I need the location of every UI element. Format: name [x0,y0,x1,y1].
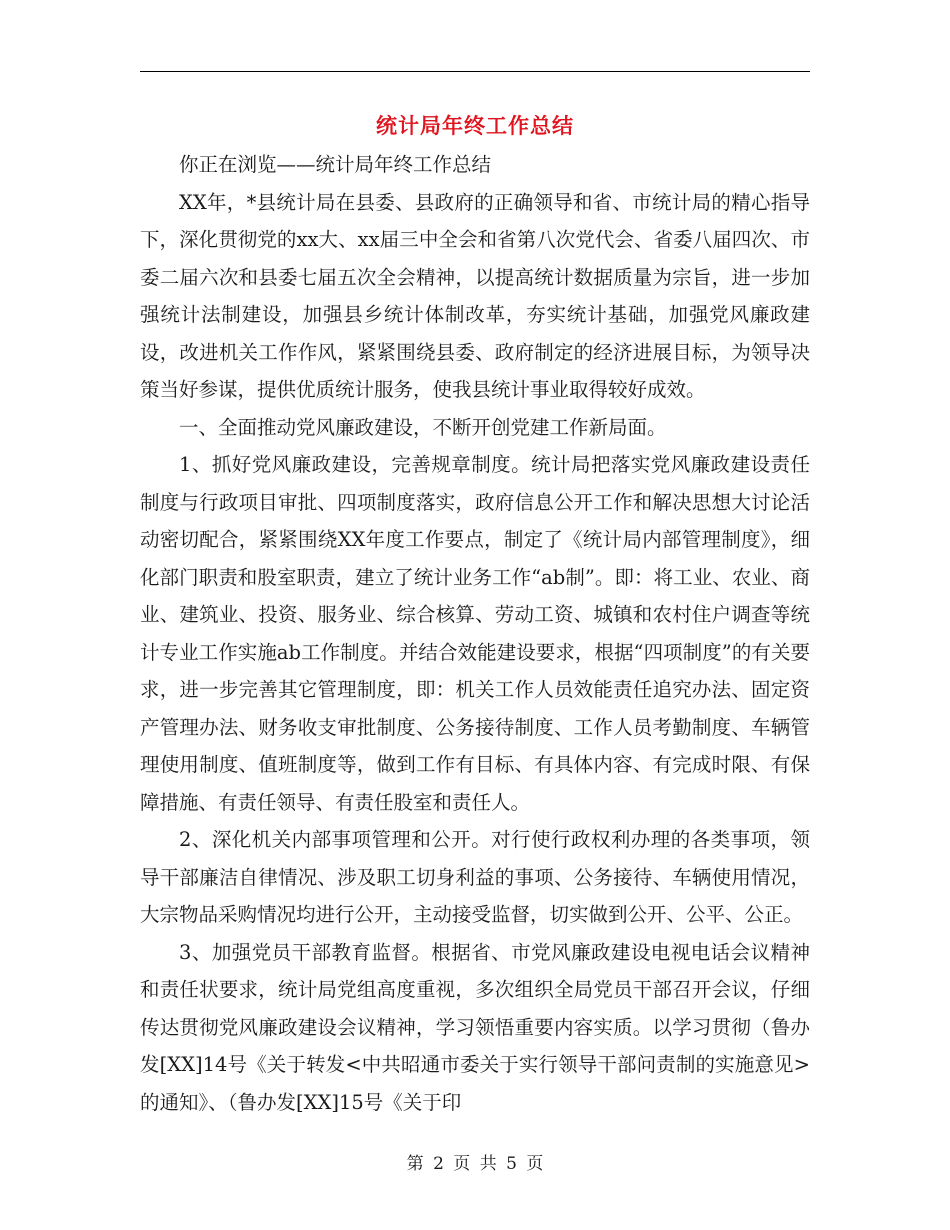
paragraph-browsing-note: 你正在浏览——统计局年终工作总结 [179,153,492,176]
header-rule [140,71,810,72]
paragraph-item-2: 2、深化机关内部事项管理和公开。对行使行政权利办理的各类事项，领导干部廉洁自律情况、涉及职工切身利益的事项、公务接待、车辆使用情况，大宗物品采购情况均进行公开，主动接受监督，切实做到公开、公平、公正。 [140,828,810,926]
section-heading-1: 一、全面推动党风廉政建设，不断开创党建工作新局面。 [179,415,667,439]
page-number-footer: 第 2 页 共 5 页 [406,1154,544,1174]
paragraph-intro: XX年，*县统计局在县委、县政府的正确领导和省、市统计局的精心指导下，深化贯彻党的xx大、xx届三中全会和省第八次党代会、省委八届四次、市委二届六次和县委七届五次全会精神，以提高统计数据质量为宗旨，进一步加强统计法制建设，加强县乡统计体制改革，夯实统计基础，加强党风廉政建设，改进机关工作作风，紧紧围绕县委、政府制定的经济进展目标，为领导决策当好参谋，提供优质统计服务，使我县统计事业取得较好成效。 [140,190,810,401]
paragraph-item-3: 3、加强党员干部教育监督。根据省、市党风廉政建设电视电话会议精神和责任状要求，统计局党组高度重视，多次组织全局党员干部召开会议，仔细传达贯彻党风廉政建设会议精神，学习领悟重要内容实质。以学习贯彻（鲁办发[XX]14号《关于转发<中共昭通市委关于实行领导干部问责制的实施意见>的通知》、（鲁办发[XX]15号《关于印 [140,940,810,1114]
document-body [140,146,810,1121]
paragraph-item-1: 1、抓好党风廉政建设，完善规章制度。统计局把落实党风廉政建设责任制度与行政项目审批、四项制度落实，政府信息公开工作和解决思想大讨论活动密切配合，紧紧围绕XX年度工作要点，制定了《统计局内部管理制度》，细化部门职责和股室职责，建立了统计业务工作“ab制”。即：将工业、农业、商业、建筑业、投资、服务业、综合核算、劳动工资、城镇和农村住户调查等统计专业工作实施ab工作制度。并结合效能建设要求，根据“四项制度”的有关要求，进一步完善其它管理制度，即：机关工作人员效能责任追究办法、固定资产管理办法、财务收支审批制度、公务接待制度、工作人员考勤制度、车辆管理使用制度、值班制度等，做到工作有目标、有具体内容、有完成时限、有保障措施、有责任领导、有责任股室和责任人。 [140,453,810,814]
document-title: 统计局年终工作总结 [376,113,574,138]
